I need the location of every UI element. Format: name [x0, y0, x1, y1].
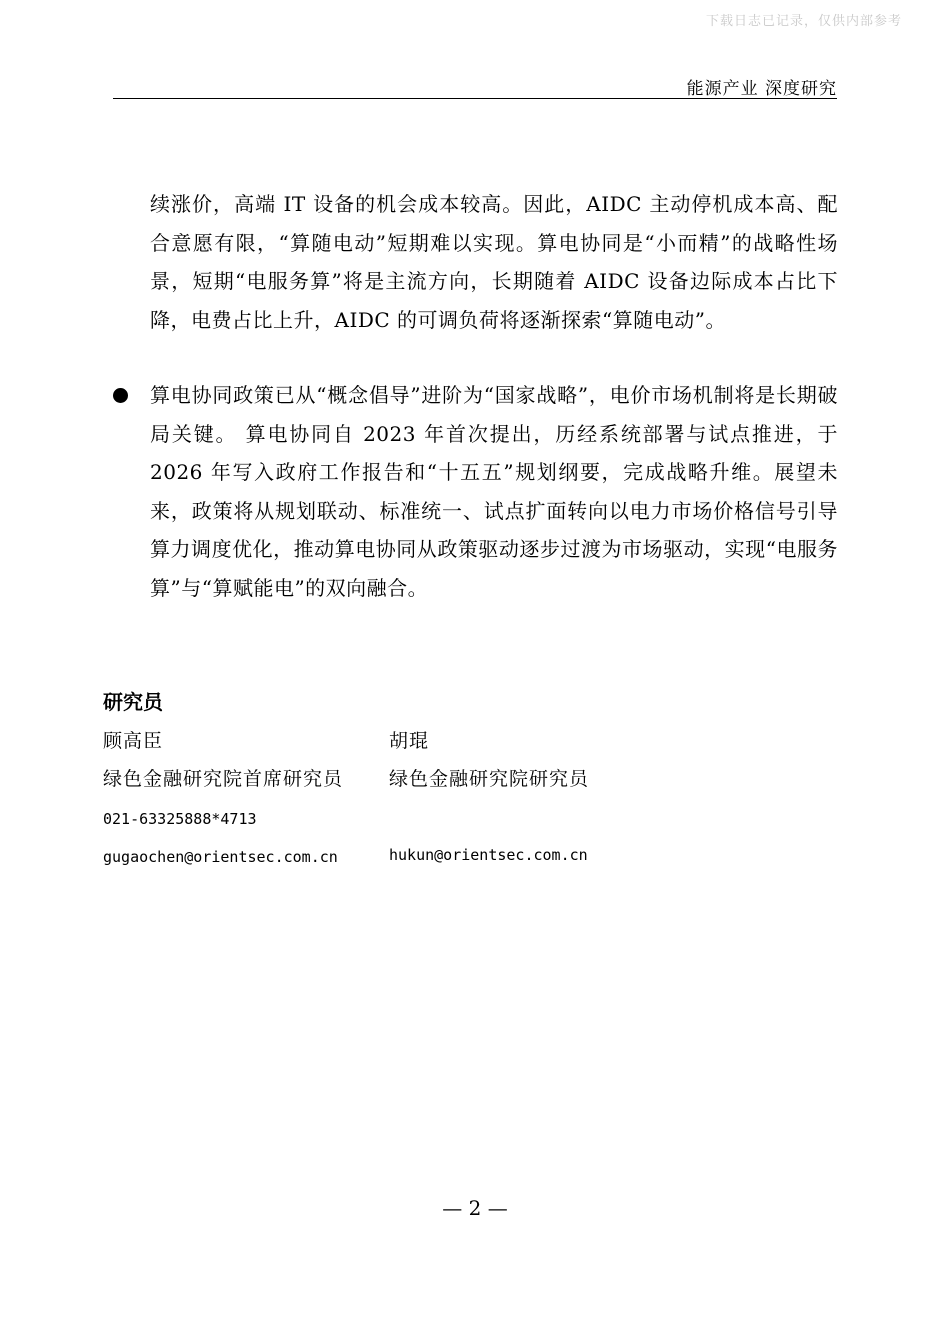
bullet-dot-icon [113, 388, 128, 403]
page-number: — 2 — [442, 1196, 508, 1220]
researcher-name: 顾高臣 [103, 730, 164, 752]
header-section-title: 能源产业 深度研究 [686, 79, 837, 99]
bullet-paragraph: 算电协同政策已从“概念倡导”进阶为“国家战略”，电价市场机制将是长期破局关键。 算电协同自 2023 年首次提出，历经系统部署与试点推进，于 2026 年写入政府工作报告和“十五五”规划纲要，完成战略升维。展望未来，政策将从规划联动、标准统一、试点扩面转向以电力市场价格信号引导算力调度优化，推动算电协同从政策驱动逐步过渡为市场驱动，实现“电服务算”与“算赋能电”的双向融合。 [150, 383, 838, 600]
researcher-name: 胡琨 [389, 730, 430, 752]
researcher-title: 绿色金融研究院首席研究员 [103, 768, 344, 790]
researcher-heading: 研究员 [103, 690, 163, 714]
researcher-email[interactable]: hukun@orientsec.com.cn [389, 846, 588, 864]
researcher-phone: 021-63325888*4713 [103, 810, 257, 828]
header-divider [113, 98, 837, 99]
researcher-title: 绿色金融研究院研究员 [389, 768, 590, 790]
researcher-email[interactable]: gugaochen@orientsec.com.cn [103, 848, 338, 866]
watermark: 下载日志已记录，仅供内部参考 [705, 14, 902, 29]
continued-paragraph: 续涨价，高端 IT 设备的机会成本较高。因此，AIDC 主动停机成本高、配合意愿有限，“算随电动”短期难以实现。算电协同是“小而精”的战略性场景，短期“电服务算”将是主流方向，长期随着 AIDC 设备边际成本占比下降，电费占比上升，AIDC 的可调负荷将逐渐探索“算随电动”。 [150, 192, 838, 332]
